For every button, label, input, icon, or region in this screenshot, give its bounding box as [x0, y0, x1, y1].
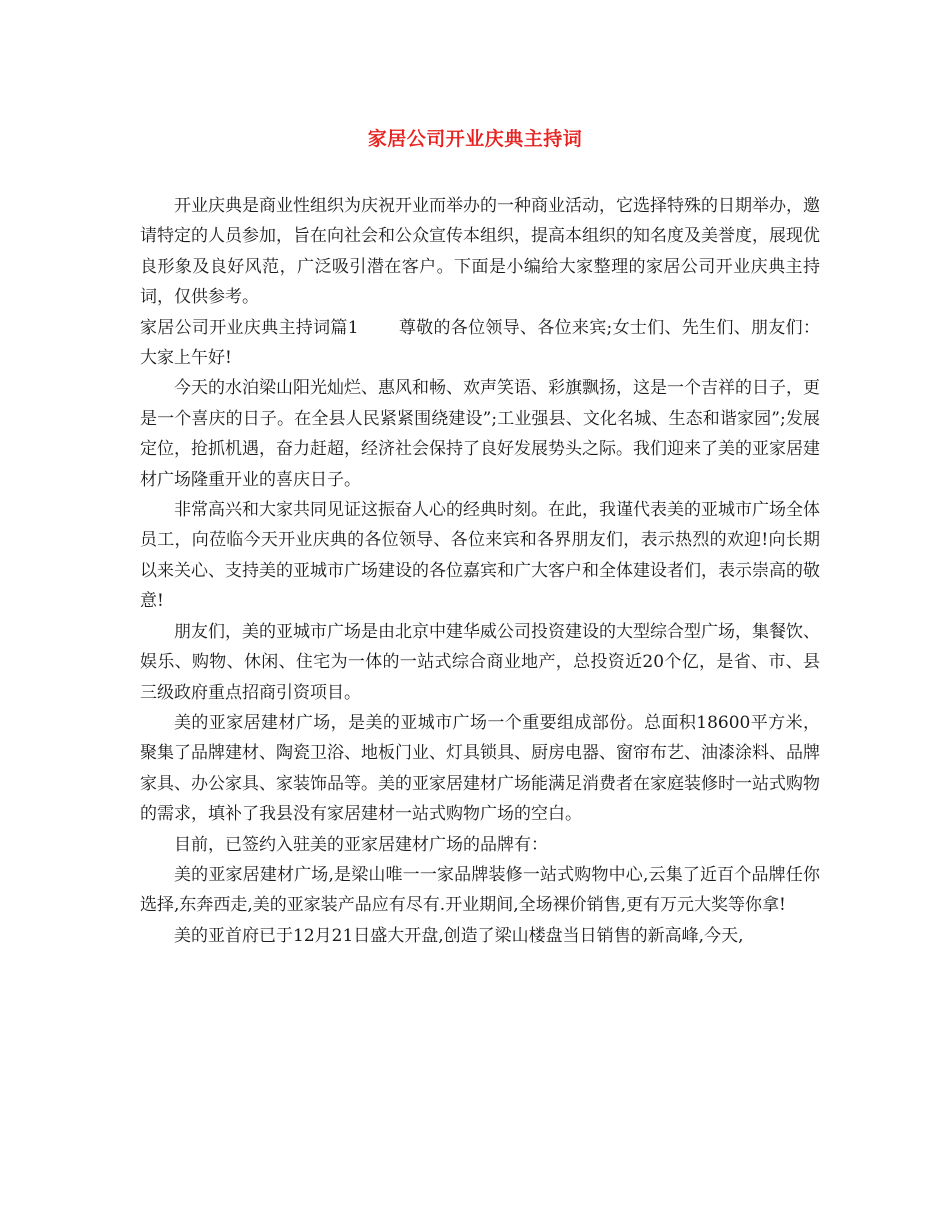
body-paragraph: 今天的水泊梁山阳光灿烂、惠风和畅、欢声笑语、彩旗飘扬，这是一个吉祥的日子，更是一个喜庆的日子。在全县人民紧紧围绕建设”;工业强县、文化名城、生态和谐家园”;发展定位，抢抓机遇，奋力赶超，经济社会保持了良好发展势头之际。我们迎来了美的亚家居建材广场隆重开业的喜庆日子。 [140, 378, 820, 490]
section-line [140, 313, 820, 374]
body-paragraph: 美的亚首府已于12月21日盛大开盘,创造了梁山楼盘当日销售的新高峰,今天, [174, 925, 744, 946]
document-body [140, 191, 820, 951]
body-paragraph: 非常高兴和大家共同见证这振奋人心的经典时刻。在此，我谨代表美的亚城市广场全体员工，向莅临今天开业庆典的各位领导、各位来宾和各界朋友们，表示热烈的欢迎!向长期以来关心、支持美的亚城市广场建设的各位嘉宾和广大客户和全体建设者们，表示崇高的敬意! [140, 500, 820, 612]
intro-paragraph: 开业庆典是商业性组织为庆祝开业而举办的一种商业活动，它选择特殊的日期举办，邀请特定的人员参加，旨在向社会和公众宣传本组织，提高本组织的知名度及美誉度，展现优良形象及良好风范，广泛吸引潜在客户。下面是小编给大家整理的家居公司开业庆典主持词，仅供参考。 [140, 196, 820, 308]
body-paragraph: 美的亚家居建材广场,是梁山唯一一家品牌装修一站式购物中心,云集了近百个品牌任你选择,东奔西走,美的亚家装产品应有尽有.开业期间,全场裸价销售,更有万元大奖等你拿! [140, 864, 820, 916]
greeting-text: 尊敬的各位领导、各位来宾;女士们、先生们、朋友们： 大家上午好! [140, 317, 820, 369]
section-heading: 家居公司开业庆典主持词篇1 [140, 317, 359, 338]
document-title: 家居公司开业庆典主持词 [367, 128, 583, 150]
body-paragraph: 目前，已签约入驻美的亚家居建材广场的品牌有： [174, 834, 548, 855]
body-paragraph: 朋友们，美的亚城市广场是由北京中建华威公司投资建设的大型综合型广场，集餐饮、娱乐、购物、休闲、住宅为一体的一站式综合商业地产，总投资近20个亿，是省、市、县三级政府重点招商引资项目。 [140, 621, 820, 703]
body-paragraph: 美的亚家居建材广场，是美的亚城市广场一个重要组成部份。总面积18600平方米，聚集了品牌建材、陶瓷卫浴、地板门业、灯具锁具、厨房电器、窗帘布艺、油漆涂料、品牌家具、办公家具、家装饰品等。美的亚家居建材广场能满足消费者在家庭装修时一站式购物的需求，填补了我县没有家居建材一站式购物广场的空白。 [140, 712, 820, 825]
